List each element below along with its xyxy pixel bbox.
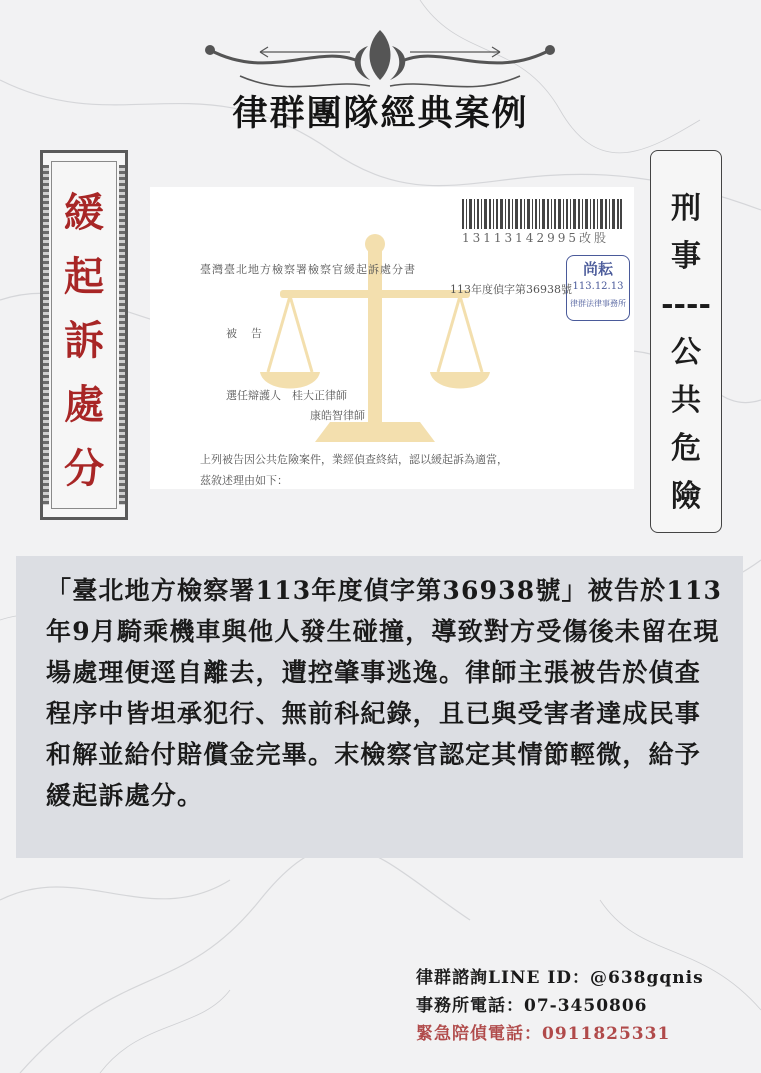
barcode-icon bbox=[462, 199, 622, 229]
stamp-date: 113.12.13 bbox=[572, 281, 624, 292]
document-counsel-line: 選任辯護人 桂大正律師 bbox=[226, 389, 347, 402]
case-description-text: 「臺北地方檢察署113年度偵字第36938號」被告於113年9月騎乘機車與他人發生碰撞，導致對方受傷後未留在現場處理便逕自離去，遭控肇事逃逸。律師主張被告於偵查程序中皆坦承犯行、無前科紀錄，且已與受害者達成民事和解並給付賠償金完畢。末檢察官認定其情節輕微，給予緩起訴處分。 bbox=[46, 576, 723, 810]
left-label-char: 訴 bbox=[64, 317, 104, 364]
left-label-char: 緩 bbox=[64, 189, 104, 236]
stamp-office: 律群法律事務所 bbox=[570, 299, 626, 308]
office-phone: 事務所電話：07-3450806 bbox=[416, 996, 648, 1016]
right-label-char: 刑 bbox=[671, 191, 701, 226]
document-case-number: 113年度偵字第36938號 bbox=[450, 283, 572, 296]
received-stamp bbox=[566, 255, 630, 321]
document-image bbox=[150, 187, 634, 489]
right-label-char: 事 bbox=[671, 239, 701, 274]
case-description-panel bbox=[16, 556, 743, 858]
document-defendant-label: 被告 bbox=[226, 327, 276, 340]
right-label-frame bbox=[650, 150, 722, 533]
right-label-char: 公 bbox=[671, 335, 701, 370]
right-label-char: 險 bbox=[671, 479, 701, 514]
document-body-line: 上列被告因公共危險案件，業經偵查終結，認以緩起訴為適當， bbox=[200, 453, 508, 466]
line-id: 律群諮詢LINE ID：@638gqnis bbox=[416, 968, 704, 988]
barcode-number: 13113142995改股 bbox=[462, 231, 609, 245]
right-label-char: ---- bbox=[661, 287, 711, 322]
urgent-phone: 緊急陪偵電話：0911825331 bbox=[416, 1024, 671, 1044]
document-body-line: 茲敘述理由如下： bbox=[200, 474, 288, 487]
left-label-frame bbox=[40, 150, 128, 520]
document-heading: 臺灣臺北地方檢察署檢察官緩起訴處分書 bbox=[200, 263, 416, 276]
left-label-char: 分 bbox=[64, 445, 104, 492]
right-label-char: 危 bbox=[671, 431, 701, 466]
contact-info bbox=[416, 964, 746, 1048]
left-label-char: 起 bbox=[64, 253, 104, 300]
page-title: 律群團隊經典案例 bbox=[232, 93, 529, 134]
category-label-right bbox=[651, 185, 721, 521]
right-label-char: 共 bbox=[671, 383, 701, 418]
document-counsel-line: 康皓智律師 bbox=[310, 409, 365, 422]
stamp-name: 尚耘 bbox=[582, 260, 613, 278]
left-label-char: 處 bbox=[64, 381, 104, 428]
category-label-left bbox=[43, 181, 125, 501]
